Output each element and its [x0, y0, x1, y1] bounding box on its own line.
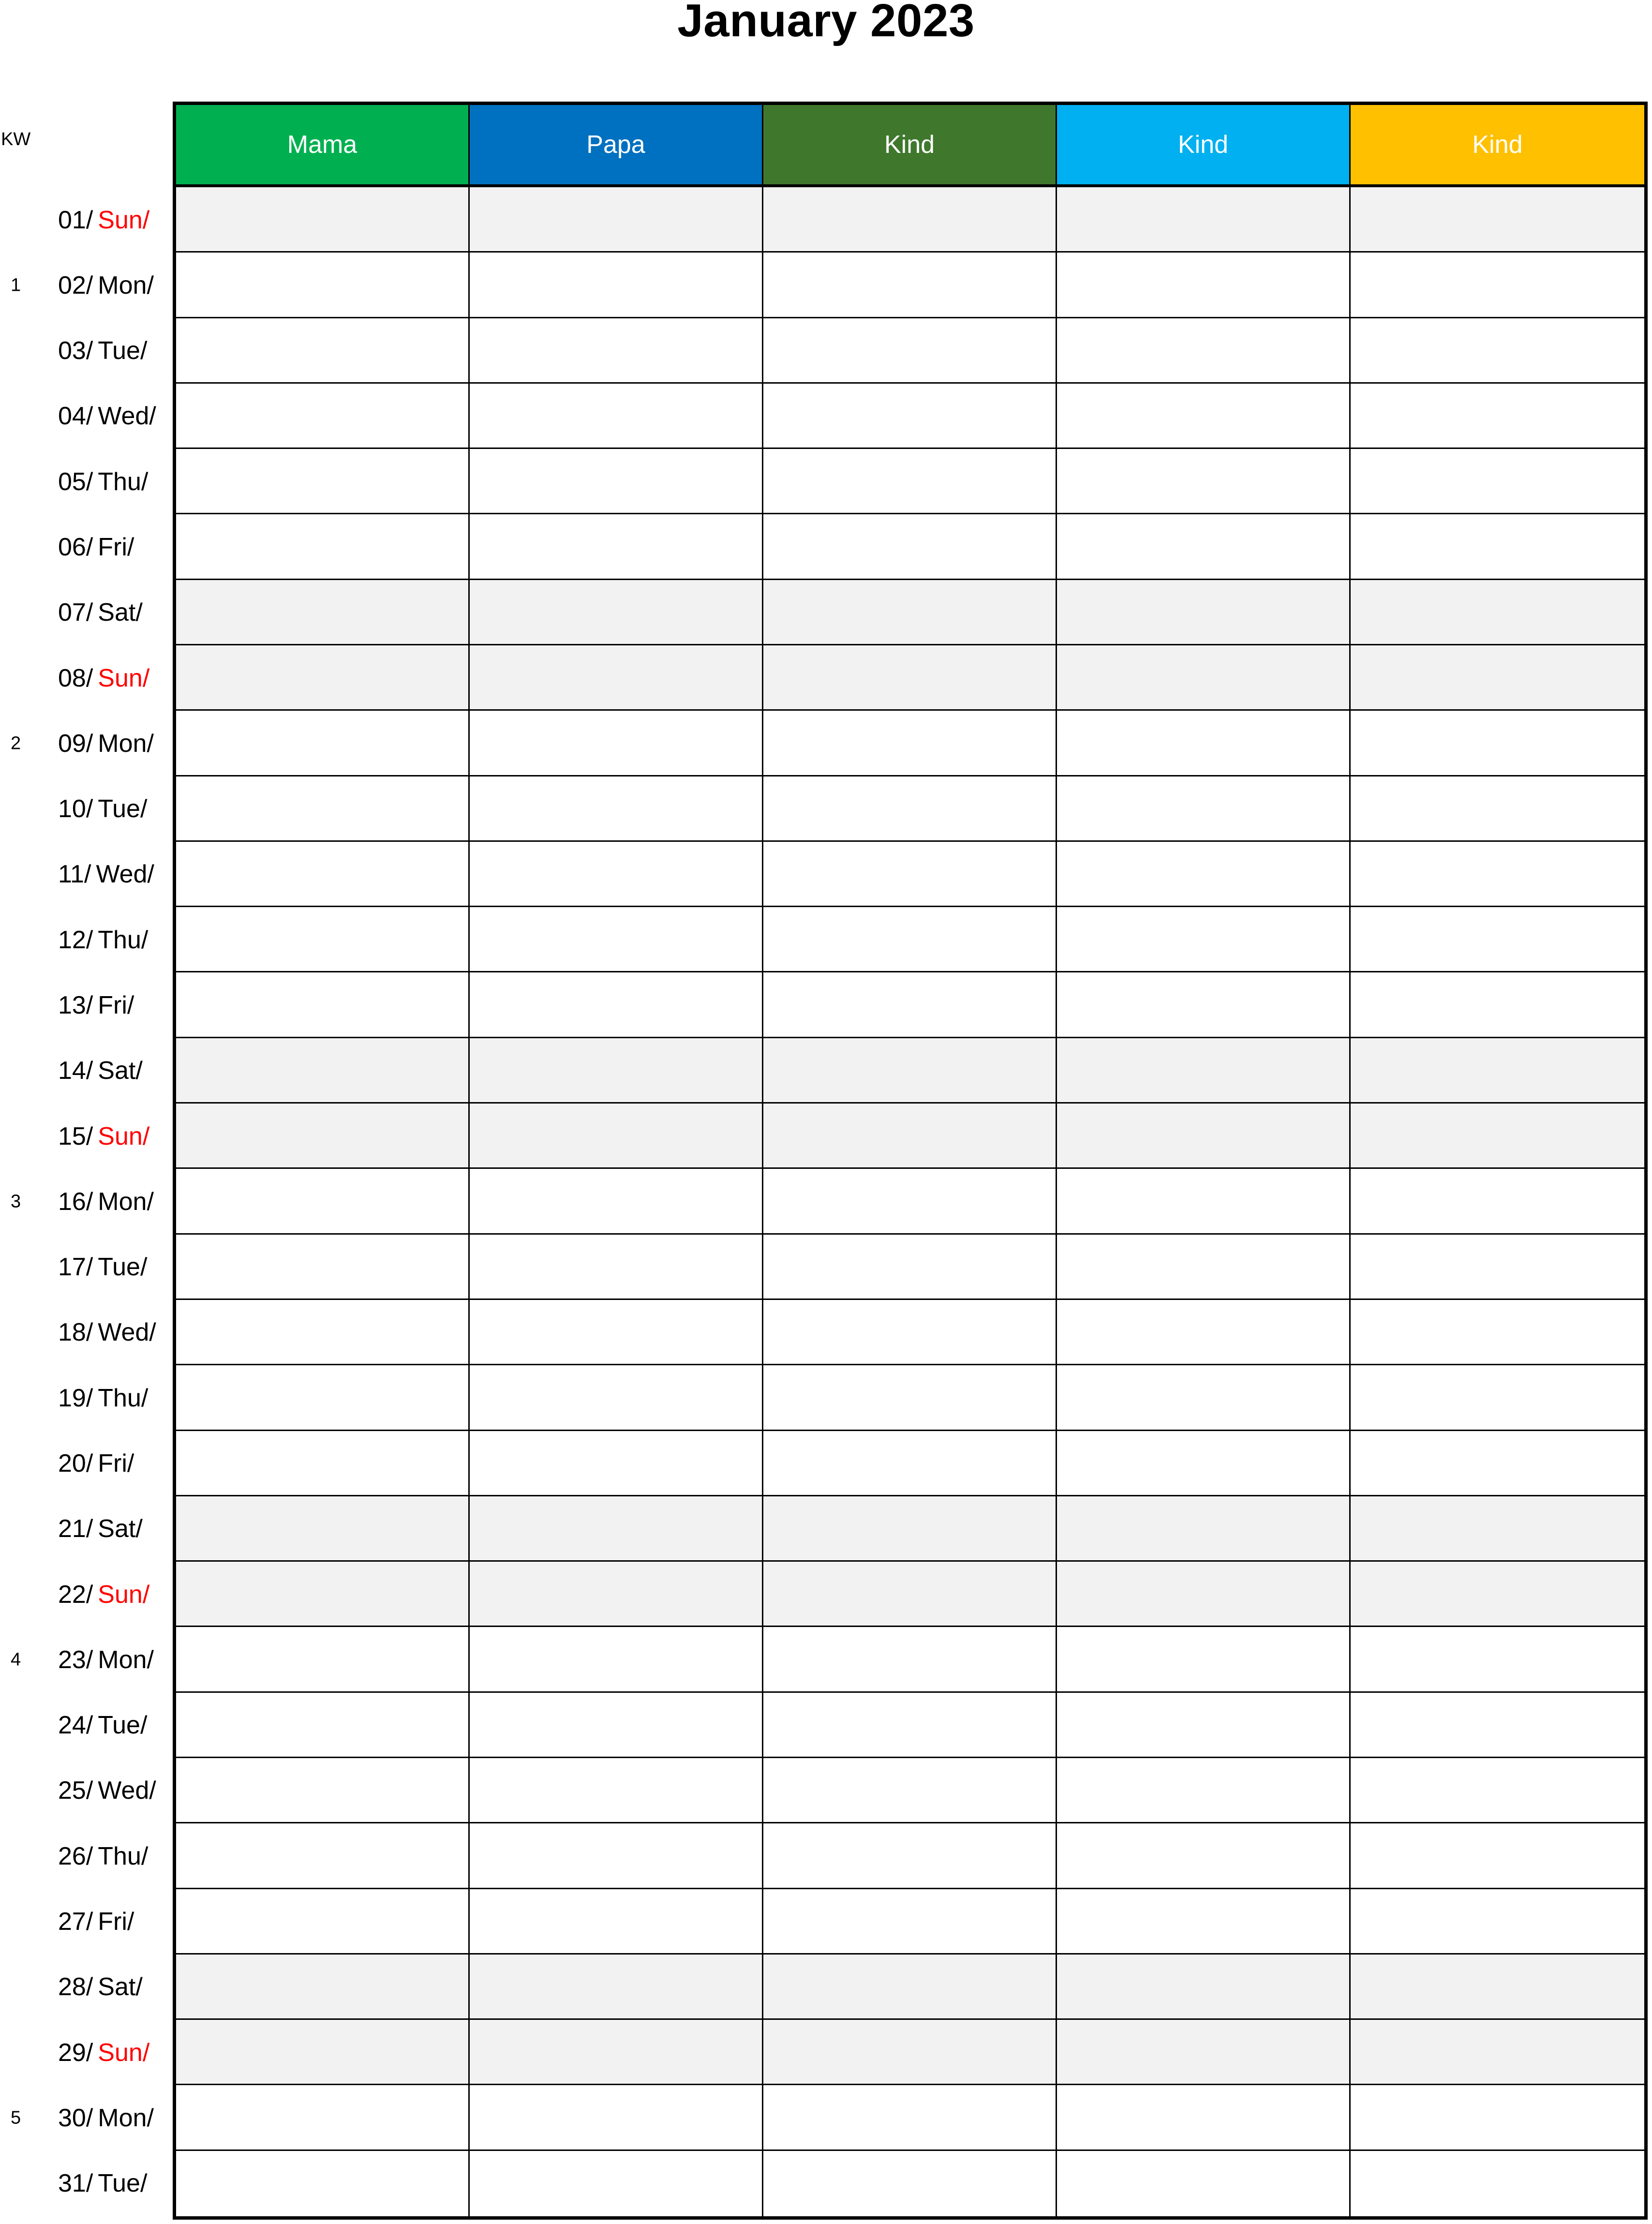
calendar-cell[interactable]	[763, 514, 1057, 580]
calendar-cell[interactable]	[763, 1038, 1057, 1104]
calendar-cell[interactable]	[1057, 972, 1351, 1038]
calendar-cell[interactable]	[1057, 1104, 1351, 1169]
day-number: 03/	[58, 337, 93, 365]
day-row-label	[0, 2020, 174, 2085]
calendar-cell[interactable]	[1351, 2151, 1644, 2216]
day-number: 07/	[58, 598, 93, 627]
day-date	[58, 402, 156, 431]
column-header-1: Mama	[176, 105, 470, 187]
day-of-week: Fri/	[98, 1449, 134, 1478]
calendar-cell[interactable]	[1057, 1693, 1351, 1758]
calendar-cell[interactable]	[1057, 1758, 1351, 1823]
day-number: 31/	[58, 2169, 93, 2198]
day-of-week: Sat/	[98, 1515, 143, 1543]
calendar-cell[interactable]	[176, 1758, 470, 1823]
day-date	[58, 1776, 156, 1805]
day-number: 23/	[58, 1645, 93, 1674]
calendar-cell[interactable]	[1351, 1038, 1644, 1104]
calendar-cell[interactable]	[763, 1431, 1057, 1496]
week-number: 3	[11, 1191, 21, 1212]
day-labels	[0, 187, 174, 2216]
day-row-label	[0, 972, 174, 1038]
day-row-label	[0, 318, 174, 384]
calendar-cell[interactable]	[470, 1104, 763, 1169]
calendar-cell[interactable]	[470, 1823, 763, 1889]
day-row-label	[0, 1758, 174, 1823]
day-date	[58, 336, 147, 365]
day-number: 30/	[58, 2104, 93, 2132]
calendar-cell[interactable]	[470, 1496, 763, 1562]
day-row-label	[0, 514, 174, 580]
calendar-cell[interactable]	[1057, 1496, 1351, 1562]
week-number: 2	[11, 733, 21, 754]
day-date	[58, 1972, 143, 2001]
day-number: 20/	[58, 1449, 93, 1478]
calendar-cell[interactable]	[176, 972, 470, 1038]
day-number: 06/	[58, 533, 93, 562]
day-row-label	[0, 384, 174, 449]
calendar-cell[interactable]	[1351, 1169, 1644, 1234]
calendar-cell[interactable]	[1351, 1104, 1644, 1169]
day-row-label	[0, 1235, 174, 1300]
calendar-cell[interactable]	[470, 384, 763, 449]
calendar-cell[interactable]	[1057, 1431, 1351, 1496]
calendar-cell[interactable]	[1057, 776, 1351, 842]
day-row-label	[0, 645, 174, 711]
day-row-label	[0, 1627, 174, 1692]
calendar-cell[interactable]	[1351, 2020, 1644, 2085]
calendar-cell[interactable]	[176, 1235, 470, 1300]
page-title: January 2023	[677, 0, 975, 46]
calendar-cell[interactable]	[176, 253, 470, 318]
calendar-cell[interactable]	[1351, 711, 1644, 776]
day-of-week: Wed/	[98, 1776, 156, 1805]
calendar-cell[interactable]	[763, 318, 1057, 384]
calendar-cell[interactable]	[1057, 1627, 1351, 1692]
calendar-cell[interactable]	[176, 580, 470, 645]
calendar-cell[interactable]	[1351, 1365, 1644, 1431]
day-of-week: Wed/	[98, 402, 156, 431]
calendar-cell[interactable]	[1351, 972, 1644, 1038]
calendar-cell[interactable]	[763, 776, 1057, 842]
calendar-cell[interactable]	[1057, 514, 1351, 580]
calendar-cell[interactable]	[176, 514, 470, 580]
day-row-label	[0, 1431, 174, 1496]
day-of-week: Mon/	[98, 729, 154, 758]
calendar-cell[interactable]	[1057, 384, 1351, 449]
day-row-label	[0, 1823, 174, 1889]
day-number: 28/	[58, 1973, 93, 2001]
day-of-week: Thu/	[98, 1384, 149, 1412]
day-number: 29/	[58, 2038, 93, 2067]
day-number: 04/	[58, 402, 93, 431]
day-of-week: Sat/	[98, 598, 143, 627]
calendar-cell[interactable]	[1057, 2020, 1351, 2085]
day-date	[58, 2104, 154, 2133]
calendar-cell[interactable]	[176, 1889, 470, 1955]
day-row-label	[0, 1169, 174, 1234]
calendar-cell[interactable]	[176, 449, 470, 514]
calendar-cell[interactable]	[1057, 1562, 1351, 1627]
calendar-cell[interactable]	[763, 1496, 1057, 1562]
day-of-week: Wed/	[96, 860, 154, 889]
calendar-cell[interactable]	[763, 384, 1057, 449]
calendar-cell[interactable]	[176, 1431, 470, 1496]
calendar-cell[interactable]	[1351, 842, 1644, 907]
day-date	[58, 860, 154, 889]
calendar-cell[interactable]	[176, 1627, 470, 1692]
calendar-cell[interactable]	[1057, 1889, 1351, 1955]
calendar-cell[interactable]	[470, 1365, 763, 1431]
calendar-cell[interactable]	[1057, 2085, 1351, 2150]
calendar-cell[interactable]	[470, 1235, 763, 1300]
calendar-cell[interactable]	[763, 1562, 1057, 1627]
week-number: 4	[11, 1649, 21, 1670]
calendar-cell[interactable]	[176, 1955, 470, 2020]
day-date	[58, 271, 154, 300]
day-of-week: Sun/	[98, 664, 150, 692]
day-of-week: Thu/	[98, 1842, 149, 1870]
day-of-week: Mon/	[98, 1187, 154, 1216]
calendar-cell[interactable]	[1351, 1758, 1644, 1823]
day-date	[58, 1253, 147, 1282]
day-date	[58, 1580, 149, 1609]
calendar-cell[interactable]	[1351, 449, 1644, 514]
day-row-label	[0, 2085, 174, 2150]
calendar-cell[interactable]	[470, 711, 763, 776]
calendar-cell[interactable]	[763, 187, 1057, 253]
calendar-cell[interactable]	[176, 1169, 470, 1234]
day-of-week: Tue/	[98, 1253, 148, 1282]
day-date	[58, 1449, 134, 1478]
day-number: 02/	[58, 271, 93, 299]
day-of-week: Fri/	[98, 1907, 134, 1936]
day-of-week: Sat/	[98, 1973, 143, 2001]
day-of-week: Sun/	[98, 206, 150, 234]
calendar-cell[interactable]	[470, 1758, 763, 1823]
calendar-cell[interactable]	[763, 1300, 1057, 1365]
calendar-cell[interactable]	[1351, 187, 1644, 253]
calendar-cell[interactable]	[176, 1823, 470, 1889]
calendar-cell[interactable]	[470, 2020, 763, 2085]
calendar-cell[interactable]	[470, 1627, 763, 1692]
day-date	[58, 991, 134, 1020]
calendar-cell[interactable]	[470, 1431, 763, 1496]
day-of-week: Thu/	[98, 467, 149, 496]
calendar-cell[interactable]	[470, 2085, 763, 2150]
calendar-cell[interactable]	[1351, 1955, 1644, 2020]
calendar-cell[interactable]	[470, 972, 763, 1038]
calendar-cell[interactable]	[1057, 253, 1351, 318]
day-row-label	[0, 1562, 174, 1627]
calendar-cell[interactable]	[1057, 1300, 1351, 1365]
calendar-cell[interactable]	[470, 2151, 763, 2216]
day-date	[58, 1056, 143, 1085]
calendar-cell[interactable]	[763, 1169, 1057, 1234]
day-date	[58, 1384, 148, 1413]
day-row-label	[0, 1889, 174, 1954]
day-of-week: Fri/	[98, 533, 134, 562]
calendar-cell[interactable]	[1351, 384, 1644, 449]
day-date	[58, 1842, 148, 1871]
day-date	[58, 2038, 149, 2067]
calendar-cell[interactable]	[176, 1365, 470, 1431]
day-row-label	[0, 1300, 174, 1365]
calendar-cell[interactable]	[176, 1104, 470, 1169]
calendar-cell[interactable]	[763, 2020, 1057, 2085]
calendar-cell[interactable]	[470, 645, 763, 711]
day-of-week: Mon/	[98, 1645, 154, 1674]
day-of-week: Tue/	[98, 337, 148, 365]
day-date	[58, 794, 147, 823]
calendar-cell[interactable]	[176, 907, 470, 972]
day-date	[58, 1122, 149, 1151]
calendar-cell[interactable]	[470, 253, 763, 318]
calendar-cell[interactable]	[176, 1038, 470, 1104]
day-date	[58, 2169, 147, 2198]
day-number: 13/	[58, 991, 93, 1020]
calendar-cell[interactable]	[1351, 1889, 1644, 1955]
day-number: 27/	[58, 1907, 93, 1936]
calendar-cell[interactable]	[763, 1758, 1057, 1823]
day-row-label	[0, 2150, 174, 2216]
calendar-cell[interactable]	[1057, 1955, 1351, 2020]
calendar-cell[interactable]	[176, 645, 470, 711]
day-of-week: Tue/	[98, 795, 148, 823]
day-row-label	[0, 449, 174, 514]
calendar-cell[interactable]	[470, 1300, 763, 1365]
day-row-label	[0, 1496, 174, 1562]
calendar-cell[interactable]	[470, 514, 763, 580]
calendar-cell[interactable]	[1351, 1235, 1644, 1300]
day-number: 18/	[58, 1318, 93, 1347]
calendar-cell[interactable]	[1351, 1693, 1644, 1758]
calendar-cell[interactable]	[763, 449, 1057, 514]
calendar-cell[interactable]	[470, 776, 763, 842]
day-date	[58, 1318, 156, 1347]
day-date	[58, 533, 134, 562]
column-header-5: Kind	[1351, 105, 1644, 187]
calendar-cell[interactable]	[470, 907, 763, 972]
day-row-label	[0, 1038, 174, 1104]
day-row-label	[0, 1692, 174, 1758]
day-number: 16/	[58, 1187, 93, 1216]
calendar-cell[interactable]	[763, 972, 1057, 1038]
calendar-cell[interactable]	[1351, 645, 1644, 711]
day-of-week: Thu/	[98, 925, 149, 954]
calendar-cell[interactable]	[470, 1889, 763, 1955]
calendar-cell[interactable]	[1057, 1823, 1351, 1889]
day-of-week: Sun/	[98, 2038, 150, 2067]
day-number: 14/	[58, 1057, 93, 1085]
day-number: 12/	[58, 925, 93, 954]
day-of-week: Fri/	[98, 991, 134, 1020]
day-of-week: Sun/	[98, 1580, 150, 1609]
day-date	[58, 925, 148, 955]
day-number: 26/	[58, 1842, 93, 1870]
day-date	[58, 467, 148, 496]
day-of-week: Sun/	[98, 1122, 150, 1150]
day-row-label	[0, 842, 174, 907]
calendar-cell[interactable]	[763, 711, 1057, 776]
calendar-cell[interactable]	[176, 187, 470, 253]
calendar-cell[interactable]	[1351, 1431, 1644, 1496]
column-header-4: Kind	[1057, 105, 1351, 187]
calendar-cell[interactable]	[1057, 449, 1351, 514]
calendar-cell[interactable]	[763, 907, 1057, 972]
day-number: 21/	[58, 1515, 93, 1543]
column-header-3: Kind	[763, 105, 1057, 187]
day-number: 17/	[58, 1253, 93, 1282]
calendar-cell[interactable]	[1351, 253, 1644, 318]
calendar-cell[interactable]	[763, 1889, 1057, 1955]
calendar-cell[interactable]	[176, 318, 470, 384]
day-row-label	[0, 1955, 174, 2020]
calendar-cell[interactable]	[763, 580, 1057, 645]
day-of-week: Mon/	[98, 2104, 154, 2132]
calendar-cell[interactable]	[1057, 187, 1351, 253]
calendar-cell[interactable]	[1351, 1627, 1644, 1692]
day-of-week: Tue/	[98, 1711, 148, 1740]
calendar-cell[interactable]	[1351, 1300, 1644, 1365]
calendar-cell[interactable]	[470, 1955, 763, 2020]
kw-header: KW	[1, 129, 31, 149]
calendar-cell[interactable]	[1057, 580, 1351, 645]
calendar-cell[interactable]	[763, 1627, 1057, 1692]
day-number: 09/	[58, 729, 93, 758]
calendar-cell[interactable]	[176, 776, 470, 842]
day-number: 05/	[58, 467, 93, 496]
day-date	[58, 729, 154, 758]
calendar-cell[interactable]	[470, 449, 763, 514]
week-number: 5	[11, 2107, 21, 2128]
day-row-label	[0, 253, 174, 318]
day-date	[58, 206, 149, 235]
calendar-cell[interactable]	[176, 2085, 470, 2150]
calendar-cell[interactable]	[1057, 2151, 1351, 2216]
calendar-cell[interactable]	[1351, 907, 1644, 972]
day-date	[58, 1187, 154, 1216]
day-date	[58, 664, 149, 693]
day-date	[58, 1711, 147, 1740]
day-row-label	[0, 187, 174, 253]
calendar-cell[interactable]	[1057, 907, 1351, 972]
calendar-cell[interactable]	[1057, 842, 1351, 907]
calendar-cell[interactable]	[763, 1235, 1057, 1300]
day-row-label	[0, 711, 174, 776]
calendar-cell[interactable]	[1057, 1038, 1351, 1104]
calendar-cell[interactable]	[1351, 776, 1644, 842]
calendar-cell[interactable]	[176, 2151, 470, 2216]
calendar-cell[interactable]	[1057, 318, 1351, 384]
calendar-cell[interactable]	[1351, 1562, 1644, 1627]
calendar-cell[interactable]	[470, 318, 763, 384]
day-number: 25/	[58, 1776, 93, 1805]
day-row-label	[0, 580, 174, 645]
day-date	[58, 598, 143, 627]
week-number: 1	[11, 275, 21, 296]
calendar-cell[interactable]	[1351, 1496, 1644, 1562]
day-number: 24/	[58, 1711, 93, 1740]
calendar-cell[interactable]	[1057, 1365, 1351, 1431]
day-of-week: Wed/	[98, 1318, 156, 1347]
calendar-cell[interactable]	[1351, 580, 1644, 645]
calendar-cell[interactable]	[176, 384, 470, 449]
calendar-cell[interactable]	[176, 842, 470, 907]
day-number: 01/	[58, 206, 93, 234]
day-row-label	[0, 776, 174, 842]
day-number: 19/	[58, 1384, 93, 1412]
day-number: 11/	[58, 860, 91, 889]
day-row-label	[0, 1365, 174, 1431]
day-number: 15/	[58, 1122, 93, 1150]
calendar-cell[interactable]	[763, 253, 1057, 318]
calendar-cell[interactable]	[1351, 318, 1644, 384]
calendar-cell[interactable]	[1057, 711, 1351, 776]
calendar-cell[interactable]	[470, 1562, 763, 1627]
calendar-cell[interactable]	[763, 2151, 1057, 2216]
day-of-week: Mon/	[98, 271, 154, 299]
day-of-week: Tue/	[98, 2169, 148, 2198]
day-date	[58, 1907, 134, 1936]
calendar-cell[interactable]	[1351, 2085, 1644, 2150]
calendar-cell[interactable]	[176, 1300, 470, 1365]
day-date	[58, 1645, 154, 1674]
calendar-cell[interactable]	[763, 2085, 1057, 2150]
calendar-cell[interactable]	[176, 2020, 470, 2085]
day-row-label	[0, 907, 174, 972]
calendar-cell[interactable]	[470, 187, 763, 253]
day-number: 10/	[58, 795, 93, 823]
column-header-2: Papa	[470, 105, 763, 187]
calendar-cell[interactable]	[470, 580, 763, 645]
calendar-cell[interactable]	[763, 1823, 1057, 1889]
day-number: 22/	[58, 1580, 93, 1609]
calendar-cell[interactable]	[1057, 1235, 1351, 1300]
day-date	[58, 1514, 143, 1543]
calendar-cell[interactable]	[763, 1693, 1057, 1758]
calendar-cell[interactable]	[763, 1955, 1057, 2020]
calendar-cell[interactable]	[470, 1169, 763, 1234]
calendar-cell[interactable]	[763, 842, 1057, 907]
day-number: 08/	[58, 664, 93, 692]
calendar-cell[interactable]	[763, 1104, 1057, 1169]
day-of-week: Sat/	[98, 1057, 143, 1085]
calendar-cell[interactable]	[1351, 514, 1644, 580]
calendar-cell[interactable]	[1057, 1169, 1351, 1234]
calendar-cell[interactable]	[763, 1365, 1057, 1431]
calendar-cell[interactable]	[470, 842, 763, 907]
calendar-cell[interactable]	[763, 645, 1057, 711]
calendar-cell[interactable]	[470, 1038, 763, 1104]
day-row-label	[0, 1104, 174, 1169]
calendar-cell[interactable]	[470, 1693, 763, 1758]
calendar-cell[interactable]	[1351, 1823, 1644, 1889]
calendar-cell[interactable]	[1057, 645, 1351, 711]
calendar-cell[interactable]	[176, 1693, 470, 1758]
calendar-grid	[173, 102, 1648, 2220]
calendar-cell[interactable]	[176, 1496, 470, 1562]
calendar-cell[interactable]	[176, 711, 470, 776]
calendar-cell[interactable]	[176, 1562, 470, 1627]
